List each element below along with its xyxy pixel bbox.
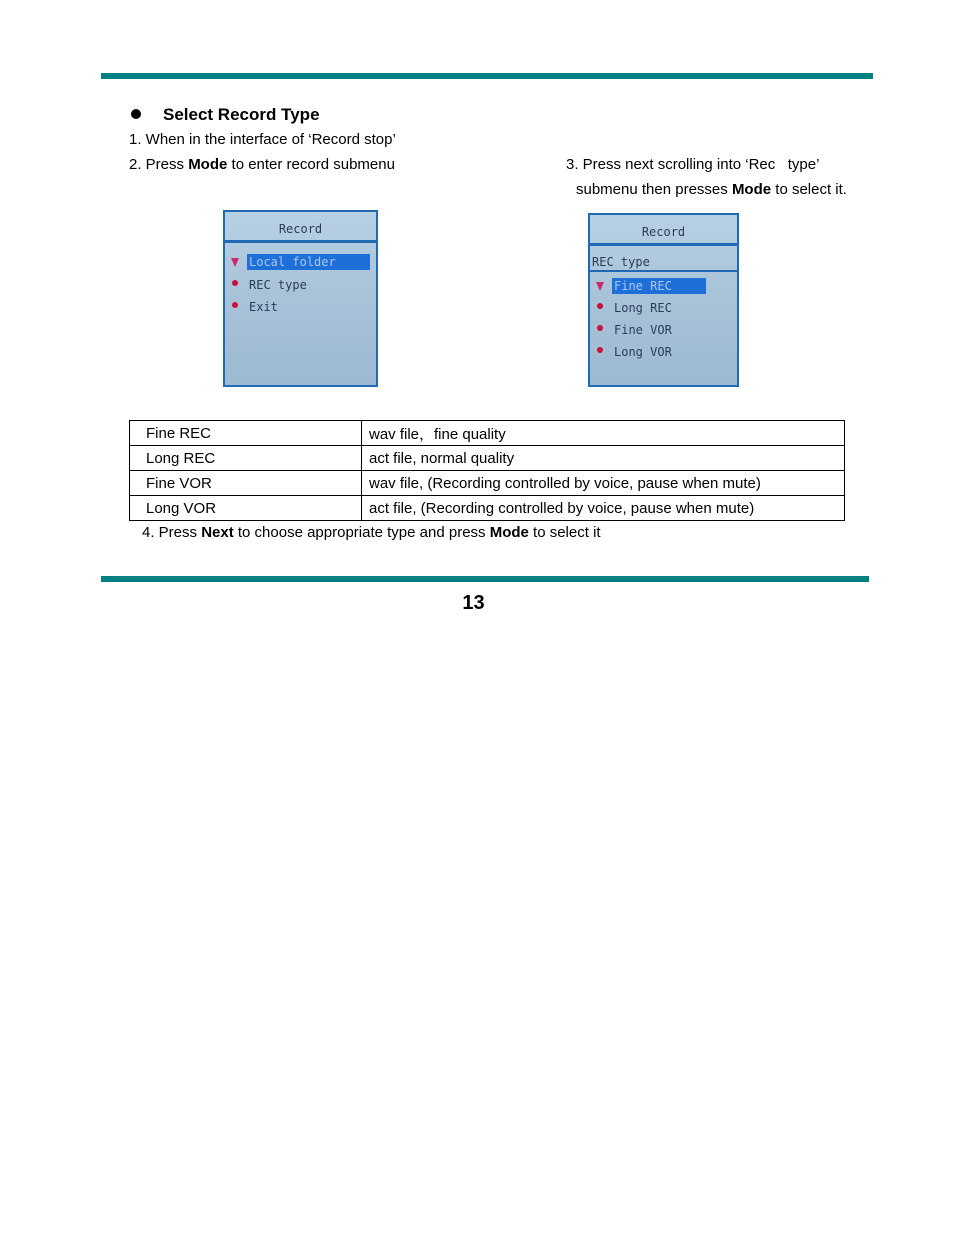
bullet-dot-icon bbox=[597, 303, 603, 309]
cursor-arrow-icon bbox=[596, 282, 604, 291]
rec-type-menu-screenshot bbox=[588, 213, 739, 387]
description-cell: act file, normal quality bbox=[362, 446, 845, 471]
step-2-pre: 2. Press bbox=[129, 156, 189, 173]
menu-item-exit: Exit bbox=[249, 300, 278, 314]
step-4-pre: 4. Press bbox=[142, 524, 202, 541]
step-3-continued bbox=[576, 181, 847, 198]
menu-item-long-vor: Long VOR bbox=[614, 345, 672, 359]
step-2-post: to enter record submenu bbox=[227, 156, 395, 173]
step-3: 3. Press next scrolling into ‘Rec type’ bbox=[566, 156, 820, 173]
screen-subtitle-divider bbox=[590, 270, 737, 272]
step-2 bbox=[129, 156, 395, 173]
top-rule bbox=[101, 73, 873, 79]
step-4-mid: to choose appropriate type and press bbox=[233, 524, 490, 541]
table-row bbox=[130, 446, 845, 471]
menu-item-local-folder: Local folder bbox=[247, 254, 370, 270]
step-3-pre: submenu then presses bbox=[576, 181, 732, 198]
menu-item-rec-type: REC type bbox=[249, 278, 307, 292]
screen-title-divider bbox=[590, 243, 737, 246]
bullet-dot-icon bbox=[597, 347, 603, 353]
type-cell: Fine VOR bbox=[130, 471, 362, 496]
bullet-dot-icon bbox=[597, 325, 603, 331]
screen-title: Record bbox=[641, 225, 686, 239]
step-4-post: to select it bbox=[528, 524, 601, 541]
screen-title: Record bbox=[278, 222, 323, 236]
heading-text: Select Record Type bbox=[163, 105, 320, 124]
description-cell: wav file，fine quality bbox=[362, 421, 845, 446]
step-1: 1. When in the interface of ‘Record stop’ bbox=[129, 131, 396, 148]
menu-item-fine-vor: Fine VOR bbox=[614, 323, 672, 337]
record-menu-screenshot bbox=[223, 210, 378, 387]
step-2-key: Mode bbox=[188, 156, 228, 173]
table-row bbox=[130, 496, 845, 521]
description-cell: wav file, (Recording controlled by voice, pause when mute) bbox=[362, 471, 845, 496]
bullet-dot-icon bbox=[232, 302, 238, 308]
step-4-key-mode: Mode bbox=[489, 524, 529, 541]
bullet-icon bbox=[131, 109, 141, 119]
table-row bbox=[130, 471, 845, 496]
step-3-key: Mode bbox=[731, 181, 772, 198]
record-types-table bbox=[129, 420, 845, 521]
description-cell: act file, (Recording controlled by voice, pause when mute) bbox=[362, 496, 845, 521]
step-3-post: to select it. bbox=[771, 181, 847, 198]
step-4-key-next: Next bbox=[201, 524, 234, 541]
bottom-rule bbox=[101, 576, 869, 582]
menu-item-fine-rec: Fine REC bbox=[612, 278, 706, 294]
step-4 bbox=[142, 524, 601, 541]
screen-subtitle: REC type bbox=[592, 255, 650, 269]
screen-title-divider bbox=[225, 240, 376, 243]
menu-item-long-rec: Long REC bbox=[614, 301, 672, 315]
section-heading bbox=[131, 105, 320, 125]
table-row bbox=[130, 421, 845, 446]
type-cell: Long REC bbox=[130, 446, 362, 471]
cursor-arrow-icon bbox=[231, 258, 239, 267]
type-cell: Fine REC bbox=[130, 421, 362, 446]
page-number: 13 bbox=[462, 592, 485, 614]
bullet-dot-icon bbox=[232, 280, 238, 286]
type-cell: Long VOR bbox=[130, 496, 362, 521]
